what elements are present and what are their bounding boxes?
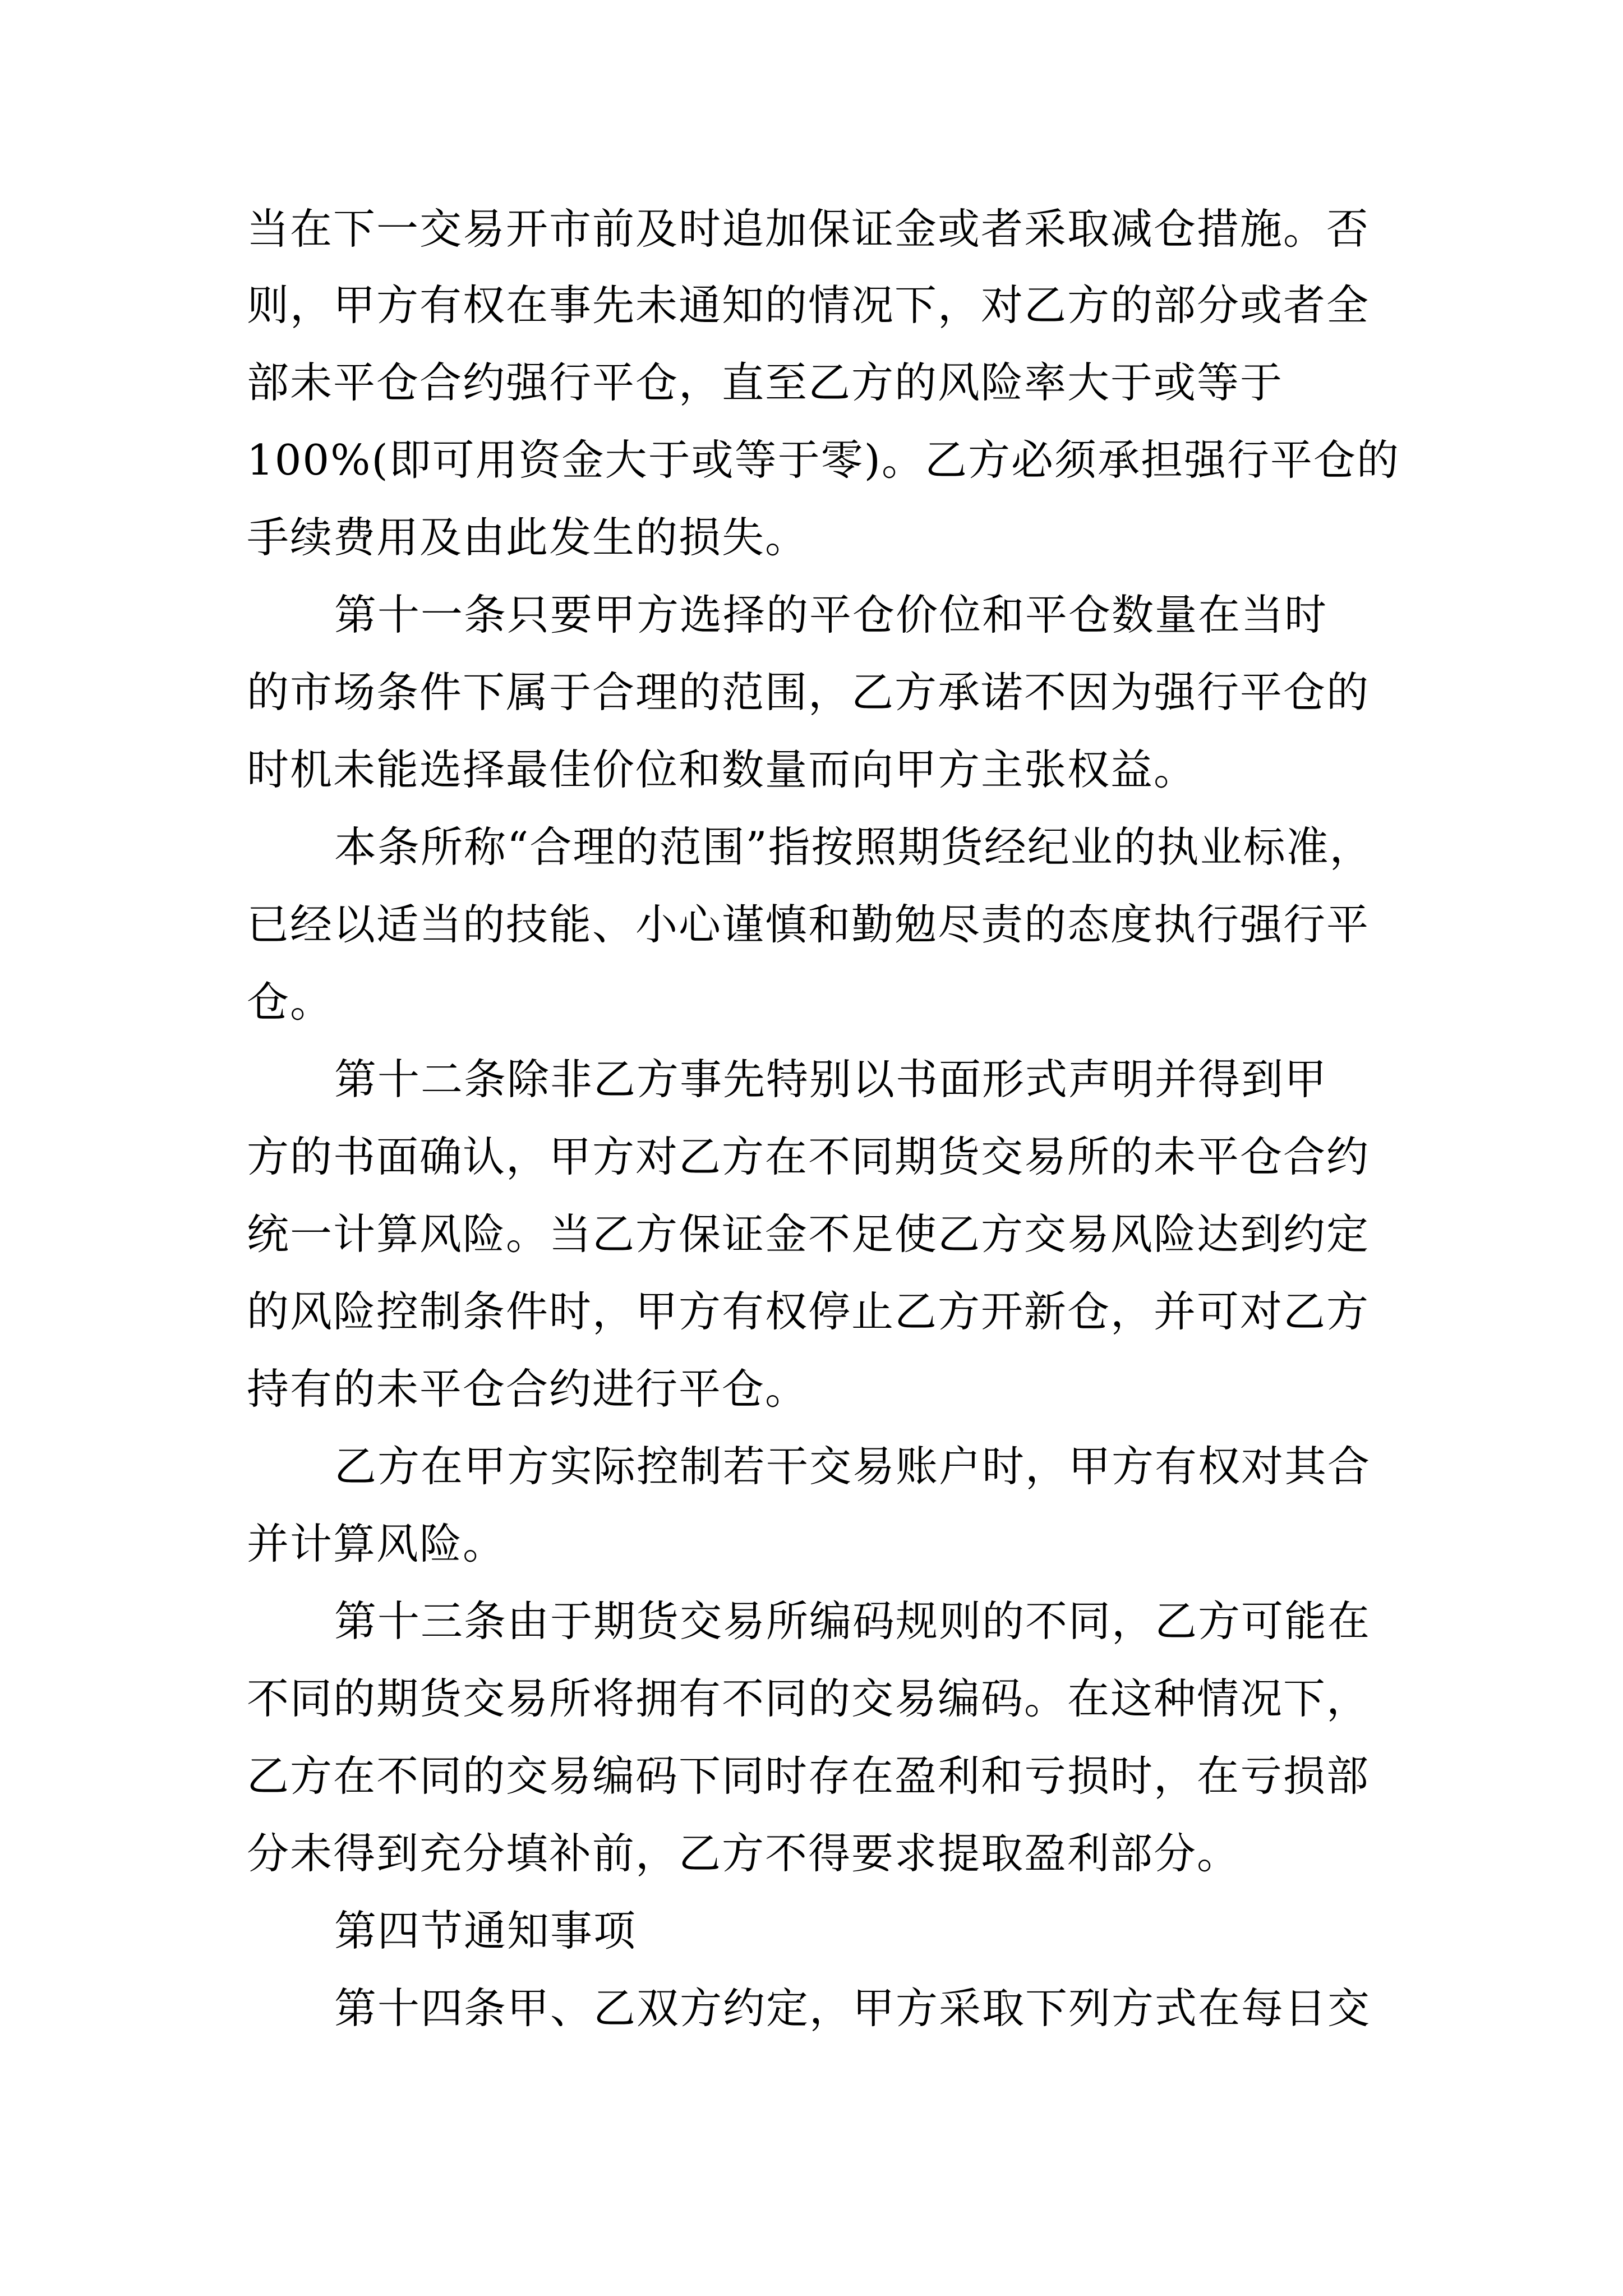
text-line: 分未得到充分填补前，乙方不得要求提取盈利部分。 <box>247 1829 1241 1878</box>
text-line: 第十三条由于期货交易所编码规则的不同，乙方可能在 <box>334 1596 1371 1646</box>
text-line: 方的书面确认，甲方对乙方在不同期货交易所的未平仓合约 <box>247 1132 1370 1181</box>
text-line: 乙方在甲方实际控制若干交易账户时，甲方有权对其合 <box>334 1442 1371 1491</box>
text-line: 不同的期货交易所将拥有不同的交易编码。在这种情况下， <box>247 1674 1370 1723</box>
text-line: 当在下一交易开市前及时追加保证金或者采取减仓措施。否 <box>247 204 1370 254</box>
text-line: 并计算风险。 <box>247 1519 506 1568</box>
text-line: 的市场条件下属于合理的范围，乙方承诺不因为强行平仓的 <box>247 668 1370 717</box>
text-line: 手续费用及由此发生的损失。 <box>247 513 809 562</box>
text-line: 乙方在不同的交易编码下同时存在盈利和亏损时，在亏损部 <box>247 1751 1370 1801</box>
text-line: 100%(即可用资金大于或等于零)。乙方必须承担强行平仓的 <box>247 435 1400 485</box>
text-line: 时机未能选择最佳价位和数量而向甲方主张权益。 <box>247 745 1197 794</box>
text-line: 仓。 <box>247 977 334 1027</box>
text-line: 已经以适当的技能、小心谨慎和勤勉尽责的态度执行强行平 <box>247 900 1370 949</box>
text-line: 第十四条甲、乙双方约定，甲方采取下列方式在每日交 <box>334 1984 1371 2033</box>
text-line: 则，甲方有权在事先未通知的情况下，对乙方的部分或者全 <box>247 280 1370 330</box>
section-heading: 第四节通知事项 <box>334 1906 637 1955</box>
text-line: 统一计算风险。当乙方保证金不足使乙方交易风险达到约定 <box>247 1209 1370 1259</box>
text-line: 的风险控制条件时，甲方有权停止乙方开新仓，并可对乙方 <box>247 1287 1370 1336</box>
text-line: 第十二条除非乙方事先特别以书面形式声明并得到甲 <box>334 1055 1328 1104</box>
text-line: 第十一条只要甲方选择的平仓价位和平仓数量在当时 <box>334 590 1328 639</box>
text-line: 本条所称“合理的范围”指按照期货经纪业的执业标准， <box>334 822 1373 872</box>
text-line: 部未平仓合约强行平仓，直至乙方的风险率大于或等于 <box>247 358 1284 407</box>
text-line: 持有的未平仓合约进行平仓。 <box>247 1364 809 1414</box>
